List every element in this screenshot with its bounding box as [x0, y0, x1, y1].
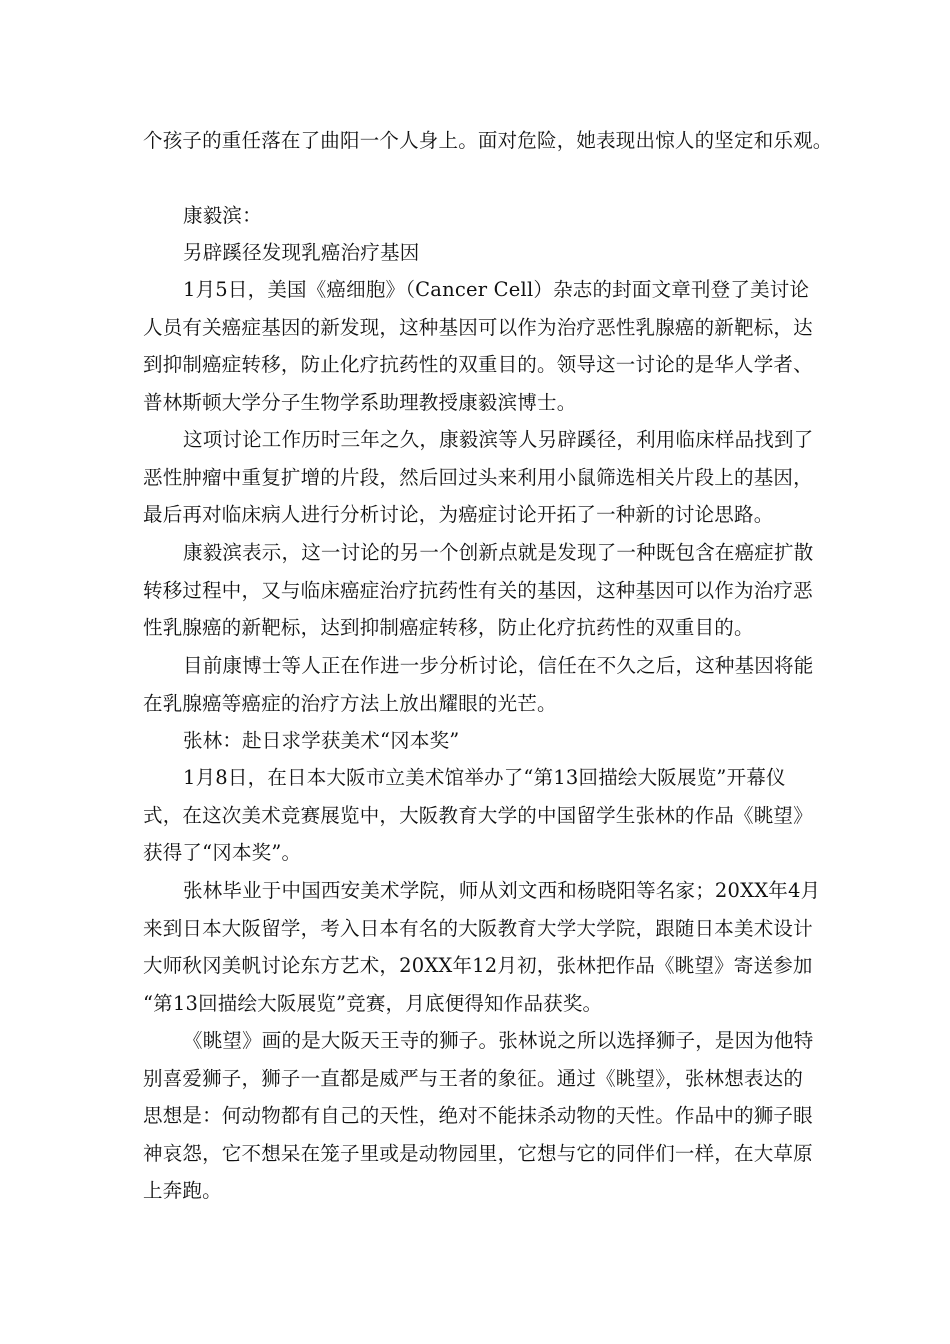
text-line: 来到日本大阪留学，考入日本有名的大阪教育大学大学院，跟随日本美术设计 [143, 916, 813, 940]
text-line: 获得了“冈本奖”。 [143, 841, 302, 864]
text-line: 1月8日，在日本大阪市立美术馆举办了“第13回描绘大阪展览”开幕仪 [183, 766, 786, 789]
intro-paragraph [143, 122, 833, 160]
text-line: 康毅滨表示，这一讨论的另一个创新点就是发现了一种既包含在癌症扩散 [183, 541, 814, 564]
section1-paragraph-1 [143, 271, 823, 421]
text-line: 性乳腺癌的新靶标，达到抑制癌症转移，防止化疗抗药性的双重目的。 [143, 616, 754, 639]
text-line: 式，在这次美术竞赛展览中，大阪教育大学的中国留学生张林的作品《眺望》 [143, 803, 813, 827]
text-line: 人员有关癌症基因的新发现，这种基因可以作为治疗恶性乳腺癌的新靶标，达 [143, 315, 813, 339]
section1-title [143, 234, 823, 272]
text-line: 目前康博士等人正在作进一步分析讨论，信任在不久之后，这种基因将能 [183, 654, 814, 677]
text-line: 上奔跑。 [143, 1179, 222, 1202]
person-name: 康毅滨： [183, 204, 262, 227]
text-line: 大师秋冈美帆讨论东方艺术，20XX年12月初，张林把作品《眺望》寄送参加 [143, 954, 813, 977]
section2-paragraph-1 [143, 759, 823, 872]
section1-paragraph-3 [143, 534, 823, 647]
text-line: 个孩子的重任落在了曲阳一个人身上。面对危险，她表现出惊人的坚定和乐观。 [143, 129, 833, 152]
text-line: 普林斯顿大学分子生物学系助理教授康毅滨博士。 [143, 390, 577, 414]
text-line: 思想是：何动物都有自己的天性，绝对不能抹杀动物的天性。作品中的狮子眼 [143, 1104, 813, 1127]
text-line: 张林毕业于中国西安美术学院，师从刘文西和杨晓阳等名家；20XX年4月 [183, 879, 821, 902]
text-line: 到抑制癌症转移，防止化疗抗药性的双重目的。领导这一讨论的是华人学者、 [143, 353, 813, 376]
section1-name [143, 197, 823, 235]
text-line: 恶性肿瘤中重复扩增的片段，然后回过头来利用小鼠筛选相关片段上的基因， [143, 465, 813, 489]
text-line: 1月5日，美国《癌细胞》（Cancer Cell）杂志的封面文章刊登了美讨论 [183, 278, 810, 301]
section1-paragraph-4 [143, 647, 823, 722]
text-line: 在乳腺癌等癌症的治疗方法上放出耀眼的光芒。 [143, 691, 557, 715]
section-heading: 张林：赴日求学获美术“冈本奖” [183, 729, 460, 752]
section2-title [143, 722, 823, 760]
section-heading: 另辟蹊径发现乳癌治疗基因 [183, 241, 420, 264]
text-line: 转移过程中，又与临床癌症治疗抗药性有关的基因，这种基因可以作为治疗恶 [143, 578, 813, 602]
text-line: 神哀怨，它不想呆在笼子里或是动物园里，它想与它的同伴们一样，在大草原 [143, 1141, 813, 1165]
section2-paragraph-2 [143, 872, 823, 1022]
text-line: 这项讨论工作历时三年之久，康毅滨等人另辟蹊径，利用临床样品找到了 [183, 428, 814, 451]
text-line: 最后再对临床病人进行分析讨论，为癌症讨论开拓了一种新的讨论思路。 [143, 503, 774, 526]
text-line: 《眺望》画的是大阪天王寺的狮子。张林说之所以选择狮子，是因为他特 [183, 1029, 814, 1052]
section2-paragraph-3 [143, 1022, 823, 1210]
section1-paragraph-2 [143, 421, 823, 534]
text-line: 别喜爱狮子，狮子一直都是威严与王者的象征。通过《眺望》，张林想表达的 [143, 1066, 804, 1090]
text-line: “第13回描绘大阪展览”竞赛，月底便得知作品获奖。 [143, 991, 603, 1015]
